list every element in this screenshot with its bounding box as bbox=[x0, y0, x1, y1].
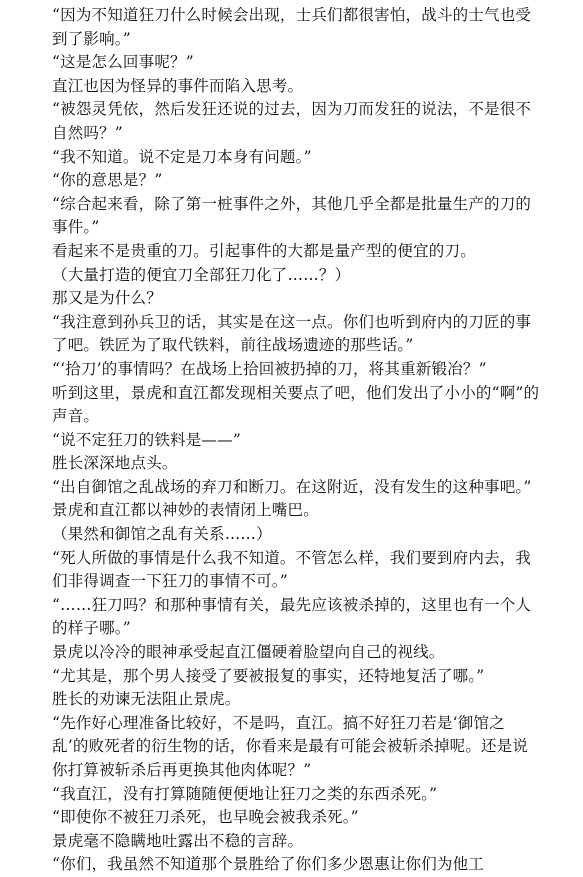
paragraph: “我直江，没有打算随随便便地让狂刀之类的东西杀死。” bbox=[52, 784, 438, 803]
paragraph: “即使你不被狂刀杀死，也早晚会被我杀死。” bbox=[52, 808, 359, 827]
paragraph: “因为不知道狂刀什么时候会出现，士兵们都很害怕，战斗的士气也受到了影响。” bbox=[52, 6, 532, 48]
paragraph: “这是怎么回事呢？” bbox=[52, 53, 194, 72]
paragraph: “尤其是，那个男人接受了要被报复的事实，还特地复活了哪。” bbox=[52, 666, 485, 685]
paragraph: “先作好心理准备比较好，不是吗，直江。搞不好狂刀若是‘御馆之乱’的败死者的衍生物的话，你看来是最有可能会被斩杀掉呢。还是说你打算被斩杀后再更换其他肉体呢？” bbox=[52, 713, 529, 779]
paragraph: “说不定狂刀的铁料是——” bbox=[52, 430, 241, 449]
paragraph: “我注意到孙兵卫的话，其实是在这一点。你们也听到府内的刀匠的事了吧。铁匠为了取代铁料，前往战场遗迹的那些话。” bbox=[52, 312, 532, 355]
paragraph: “死人所做的事情是什么我不知道。不管怎么样，我们要到府内去，我们非得调查一下狂刀的事情不可。” bbox=[52, 548, 532, 591]
paragraph: “综合起来看，除了第一桩事件之外，其他几乎全都是批量生产的刀的事件。” bbox=[52, 194, 532, 237]
paragraph: （果然和御馆之乱有关系……） bbox=[52, 525, 272, 544]
paragraph: 胜长深深地点头。 bbox=[52, 454, 178, 473]
paragraph: 那又是为什么？ bbox=[52, 289, 162, 308]
paragraph: （大量打造的便宜刀全部狂刀化了……？） bbox=[52, 265, 351, 284]
paragraph: “‘拾刀’的事情吗？在战场上拾回被扔掉的刀，将其重新锻冶？” bbox=[52, 359, 487, 378]
paragraph: “你的意思是？” bbox=[52, 171, 163, 190]
paragraph: 景虎以冷冷的眼神承受起直江僵硬着脸望向自己的视线。 bbox=[52, 643, 445, 662]
paragraph: 听到这里，景虎和直江都发现相关要点了吧，他们发出了小小的“啊”的声音。 bbox=[52, 383, 540, 426]
paragraph: 看起来不是贵重的刀。引起事件的大都是量产型的便宜的刀。 bbox=[52, 241, 476, 260]
paragraph: 直江也因为怪异的事件而陷入思考。 bbox=[52, 76, 304, 95]
paragraph: “出自御馆之乱战场的弃刀和断刀。在这附近，没有发生的这种事吧。” bbox=[52, 477, 532, 496]
paragraph: “……狂刀吗？和那种事情有关，最先应该被杀掉的，这里也有一个人的样子哪。” bbox=[52, 595, 532, 638]
paragraph: “我不知道。说不定是刀本身有问题。” bbox=[52, 147, 312, 166]
paragraph: “被怨灵凭依，然后发狂还说的过去，因为刀而发狂的说法，不是很不自然吗？” bbox=[52, 100, 532, 142]
paragraph: 景虎和直江都以神妙的表情闭上嘴巴。 bbox=[52, 501, 319, 520]
paragraph: “你们，我虽然不知道那个景胜给了你们多少恩惠让你们为他工 bbox=[52, 855, 485, 874]
paragraph: 胜长的劝谏无法阻止景虎。 bbox=[52, 690, 241, 709]
paragraph: 景虎毫不隐瞒地吐露出不稳的言辞。 bbox=[52, 831, 304, 850]
